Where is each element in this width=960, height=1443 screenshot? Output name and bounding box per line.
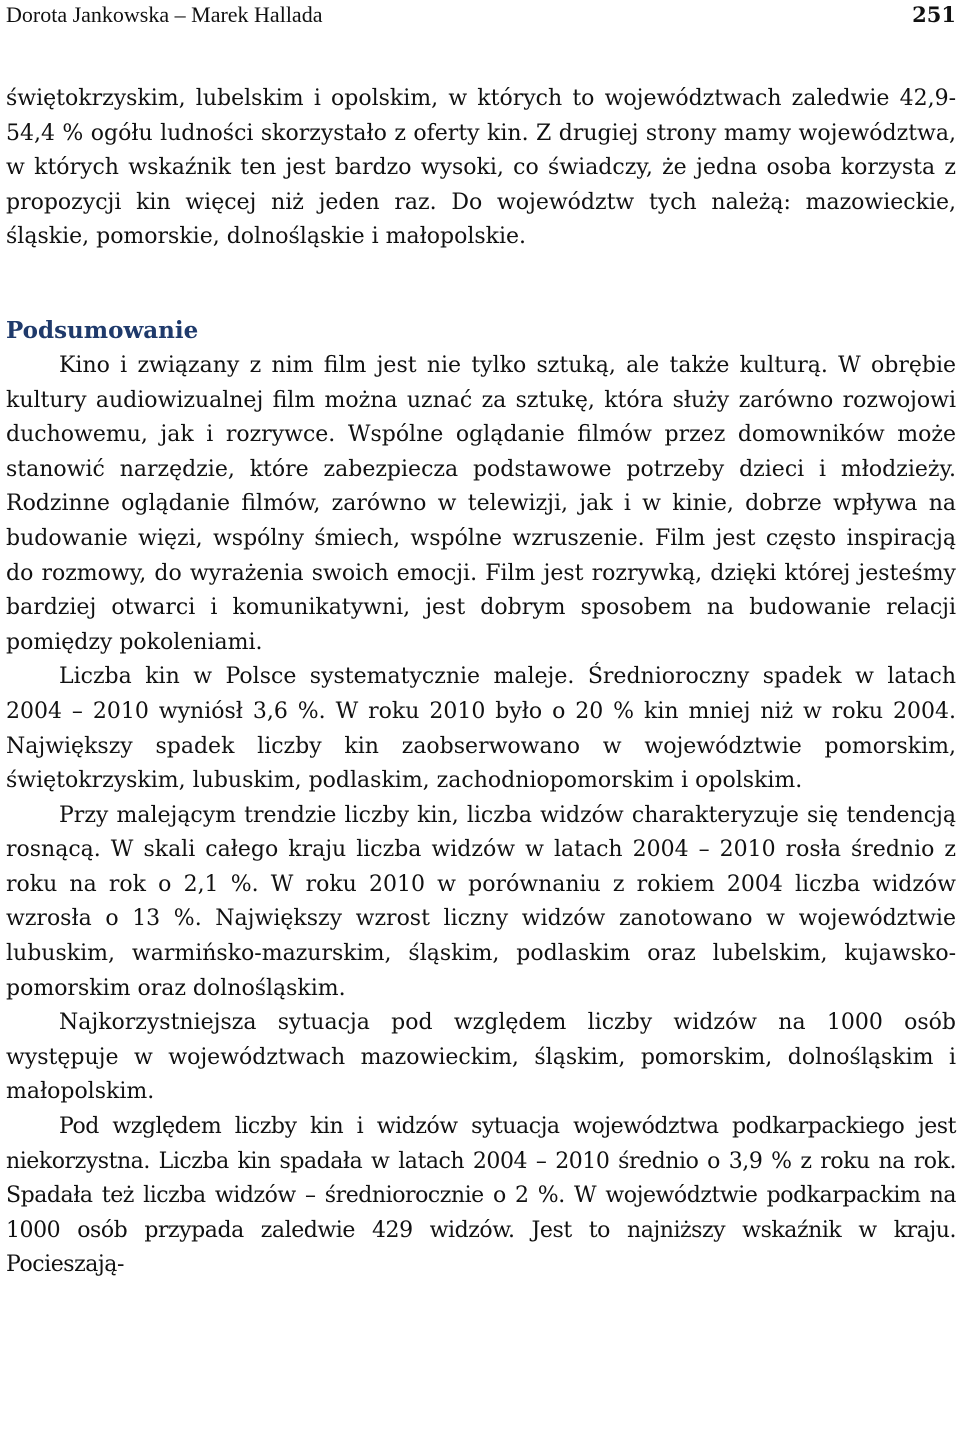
intro-paragraph: świętokrzyskim, lubelskim i opolskim, w których to województwach zaledwie 42,9-54,4 % ogółu ludności skorzystało z oferty kin. Z drugiej strony mamy województwa, w których wskaźnik ten jest bardzo wysoki, co świadczy, że jedna osoba korzysta z propozycji kin więcej niż jeden raz. Do województw tych należą: mazowieckie, śląskie, pomorskie, dolnośląskie i małopolskie. — [6, 86, 956, 250]
body-paragraph: Kino i związany z nim film jest nie tylko sztuką, ale także kulturą. W obrębie kultury audiowizualnej film można uznać za sztukę, która służy zarówno rozwojowi duchowemu, jak i rozrywce. Wspólne oglądanie filmów przez domowników może stanowić narzędzie, które zabezpiecza podstawowe potrzeby dzieci i młodzieży. Rodzinne oglądanie filmów, zarówno w telewizji, jak i w kinie, dobrze wpływa na budowanie więzi, wspólny śmiech, wspólne wzruszenie. Film jest często inspiracją do rozmowy, do wyrażenia swoich emocji. Film jest rozrywką, dzięki której jesteśmy bardziej otwarci i komunikatywni, jest dobrym sposobem na budowanie relacji pomiędzy pokoleniami. — [6, 352, 956, 655]
section-heading: Podsumowanie — [6, 316, 199, 344]
running-header — [6, 0, 956, 50]
header-authors: Dorota Jankowska – Marek Hallada — [6, 2, 323, 27]
document-page — [6, 0, 956, 1283]
body-paragraph: Liczba kin w Polsce systematycznie maleje. Średnioroczny spadek w latach 2004 – 2010 wyniósł 3,6 %. W roku 2010 było o 20 % kin mniej niż w roku 2004. Największy spadek liczby kin zaobserwowano w województwie pomorskim, świętokrzyskim, lubuskim, podlaskim, zachodniopomorskim i opolskim. — [6, 664, 956, 794]
body-paragraph: Pod względem liczby kin i widzów sytuacja województwa podkarpackiego jest niekorzystna. Liczba kin spadała w latach 2004 – 2010 średnio o 3,9 % z roku na rok. Spadała też liczba widzów – średniorocznie o 2 %. W województwie podkarpackim na 1000 osób przypada zaledwie 429 widzów. Jest to najniższy wskaźnik w kraju. Pocieszają- — [6, 1114, 956, 1278]
body-paragraph: Przy malejącym trendzie liczby kin, liczba widzów charakteryzuje się tendencją rosnącą. W skali całego kraju liczba widzów w latach 2004 – 2010 rosła średnio z roku na rok o 2,1 %. W roku 2010 w porównaniu z rokiem 2004 liczba widzów wzrosła o 13 %. Największy wzrost liczny widzów zanotowano w województwie lubuskim, warmińsko-mazurskim, śląskim, podlaskim oraz lubelskim, kujawsko-pomorskim oraz dolnośląskim. — [6, 802, 956, 1001]
body-paragraph: Najkorzystniejsza sytuacja pod względem liczby widzów na 1000 osób występuje w województwach mazowieckim, śląskim, pomorskim, dolnośląskim i małopolskim. — [6, 1010, 956, 1105]
page-number: 251 — [912, 2, 956, 27]
